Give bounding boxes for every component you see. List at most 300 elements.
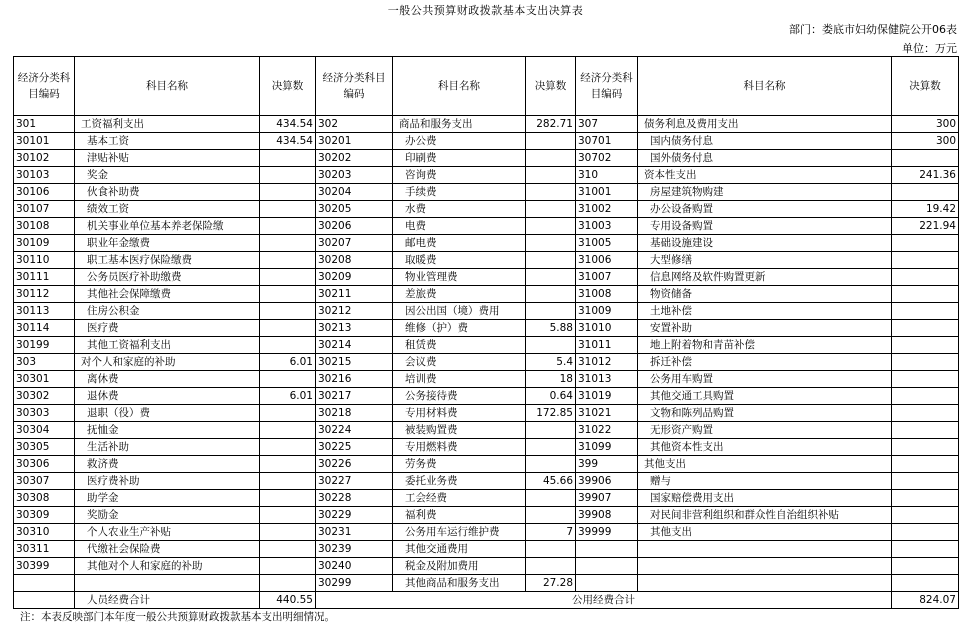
cell-name: 土地补偿 — [638, 303, 892, 320]
cell-code: 30399 — [14, 558, 75, 575]
footnote: 注：本表反映部门本年度一般公共预算财政拨款基本支出明细情况。 — [20, 611, 335, 623]
cell-code: 30240 — [316, 558, 393, 575]
cell-code: 39999 — [576, 524, 638, 541]
table-row — [14, 337, 959, 354]
table-row — [14, 201, 959, 218]
cell-code: 30311 — [14, 541, 75, 558]
cell-amount — [526, 235, 576, 252]
cell-amount — [526, 150, 576, 167]
cell-name: 机关事业单位基本养老保险缴 — [75, 218, 260, 235]
cell-code: 310 — [576, 167, 638, 184]
cell-amount — [892, 303, 959, 320]
cell-amount — [892, 286, 959, 303]
cell-name: 电费 — [393, 218, 526, 235]
cell-name: 物资储备 — [638, 286, 892, 303]
table-row — [14, 320, 959, 337]
cell-amount: 18 — [526, 371, 576, 388]
header-amount: 决算数 — [526, 57, 576, 116]
cell-code: 30307 — [14, 473, 75, 490]
cell-amount — [892, 354, 959, 371]
cell-code: 31021 — [576, 405, 638, 422]
cell-name: 救济费 — [75, 456, 260, 473]
cell-amount — [892, 150, 959, 167]
cell-amount — [892, 575, 959, 592]
cell-code: 30213 — [316, 320, 393, 337]
cell-code: 31001 — [576, 184, 638, 201]
table-header-row — [14, 57, 959, 116]
cell-code: 31022 — [576, 422, 638, 439]
cell-code: 30209 — [316, 269, 393, 286]
cell-code: 39908 — [576, 507, 638, 524]
cell-name: 水费 — [393, 201, 526, 218]
cell-code: 30310 — [14, 524, 75, 541]
cell-amount: 6.01 — [260, 354, 316, 371]
cell-code: 30302 — [14, 388, 75, 405]
cell-amount — [892, 507, 959, 524]
cell-code: 30107 — [14, 201, 75, 218]
cell-amount: 5.4 — [526, 354, 576, 371]
cell-code: 31013 — [576, 371, 638, 388]
cell-amount — [892, 422, 959, 439]
cell-name: 劳务费 — [393, 456, 526, 473]
cell-amount: 0.64 — [526, 388, 576, 405]
cell-code: 30227 — [316, 473, 393, 490]
cell-code: 30702 — [576, 150, 638, 167]
cell-code: 30229 — [316, 507, 393, 524]
expenditure-table — [13, 56, 959, 609]
header-name: 科目名称 — [638, 57, 892, 116]
cell-amount: 434.54 — [260, 116, 316, 133]
cell-code: 31010 — [576, 320, 638, 337]
cell-amount — [892, 405, 959, 422]
cell-amount — [260, 524, 316, 541]
cell-amount: 241.36 — [892, 167, 959, 184]
cell-name: 其他支出 — [638, 524, 892, 541]
cell-code: 30301 — [14, 371, 75, 388]
header-code: 经济分类科目编码 — [14, 57, 75, 116]
cell-name: 退休费 — [75, 388, 260, 405]
cell-amount — [260, 371, 316, 388]
cell-amount — [260, 320, 316, 337]
cell-name: 债务利息及费用支出 — [638, 116, 892, 133]
page-title: 一般公共预算财政拨款基本支出决算表 — [387, 4, 584, 17]
cell-code: 30239 — [316, 541, 393, 558]
totals-row — [14, 592, 959, 609]
cell-amount — [260, 575, 316, 592]
cell-code: 30224 — [316, 422, 393, 439]
cell-amount — [526, 133, 576, 150]
cell-name — [638, 558, 892, 575]
cell-code: 31008 — [576, 286, 638, 303]
cell-amount — [892, 541, 959, 558]
cell-code — [576, 575, 638, 592]
cell-name: 商品和服务支出 — [393, 116, 526, 133]
cell-name: 国外债务付息 — [638, 150, 892, 167]
cell-amount — [260, 473, 316, 490]
cell-amount — [892, 473, 959, 490]
cell-code: 30110 — [14, 252, 75, 269]
cell-code: 30231 — [316, 524, 393, 541]
cell-code: 30101 — [14, 133, 75, 150]
cell-code: 30212 — [316, 303, 393, 320]
cell-code: 30113 — [14, 303, 75, 320]
cell-code: 31005 — [576, 235, 638, 252]
cell-amount — [892, 524, 959, 541]
table-row — [14, 133, 959, 150]
cell-amount — [526, 184, 576, 201]
cell-name: 工资福利支出 — [75, 116, 260, 133]
cell-name: 代缴社会保险费 — [75, 541, 260, 558]
cell-code — [576, 558, 638, 575]
cell-amount: 172.85 — [526, 405, 576, 422]
cell-name: 其他对个人和家庭的补助 — [75, 558, 260, 575]
cell-code — [14, 575, 75, 592]
cell-code: 30299 — [316, 575, 393, 592]
cell-amount — [260, 286, 316, 303]
cell-name: 奖金 — [75, 167, 260, 184]
cell-name: 其他工资福利支出 — [75, 337, 260, 354]
cell-name: 奖励金 — [75, 507, 260, 524]
cell-name: 生活补助 — [75, 439, 260, 456]
cell-amount — [526, 167, 576, 184]
cell-name: 退职（役）费 — [75, 405, 260, 422]
cell-name: 物业管理费 — [393, 269, 526, 286]
cell-code: 307 — [576, 116, 638, 133]
cell-amount — [260, 252, 316, 269]
cell-amount — [892, 337, 959, 354]
cell-amount — [260, 541, 316, 558]
cell-name: 房屋建筑物购建 — [638, 184, 892, 201]
cell-name: 文物和陈列品购置 — [638, 405, 892, 422]
cell-amount — [892, 388, 959, 405]
cell-code: 30205 — [316, 201, 393, 218]
cell-code: 31003 — [576, 218, 638, 235]
cell-code: 30203 — [316, 167, 393, 184]
cell-code: 399 — [576, 456, 638, 473]
cell-code: 30202 — [316, 150, 393, 167]
cell-name: 委托业务费 — [393, 473, 526, 490]
cell-amount — [526, 201, 576, 218]
cell-name: 专用材料费 — [393, 405, 526, 422]
table-row — [14, 150, 959, 167]
cell-name: 公务接待费 — [393, 388, 526, 405]
cell-amount — [526, 286, 576, 303]
cell-amount: 19.42 — [892, 201, 959, 218]
cell-name: 办公设备购置 — [638, 201, 892, 218]
table-row — [14, 490, 959, 507]
cell-name: 医疗费补助 — [75, 473, 260, 490]
cell-amount — [526, 439, 576, 456]
cell-code: 39907 — [576, 490, 638, 507]
cell-amount — [260, 422, 316, 439]
table-row — [14, 507, 959, 524]
cell-name: 医疗费 — [75, 320, 260, 337]
cell-name: 差旅费 — [393, 286, 526, 303]
cell-code: 30304 — [14, 422, 75, 439]
cell-name: 其他社会保障缴费 — [75, 286, 260, 303]
cell-code: 31002 — [576, 201, 638, 218]
cell-code: 30112 — [14, 286, 75, 303]
cell-amount — [260, 184, 316, 201]
cell-code: 30217 — [316, 388, 393, 405]
header-name: 科目名称 — [393, 57, 526, 116]
table-row — [14, 456, 959, 473]
header-code: 经济分类科目编码 — [316, 57, 393, 116]
cell-amount: 434.54 — [260, 133, 316, 150]
cell-name: 大型修缮 — [638, 252, 892, 269]
cell-code: 30109 — [14, 235, 75, 252]
table-row — [14, 235, 959, 252]
cell-name: 抚恤金 — [75, 422, 260, 439]
cell-code: 30225 — [316, 439, 393, 456]
cell-name: 信息网络及软件购置更新 — [638, 269, 892, 286]
cell-amount — [260, 167, 316, 184]
header-amount: 决算数 — [260, 57, 316, 116]
table-row — [14, 116, 959, 133]
cell-code: 30111 — [14, 269, 75, 286]
cell-amount — [526, 541, 576, 558]
table-row — [14, 439, 959, 456]
cell-code: 30309 — [14, 507, 75, 524]
cell-amount — [260, 439, 316, 456]
cell-amount — [526, 252, 576, 269]
table-row — [14, 473, 959, 490]
cell-amount — [892, 269, 959, 286]
cell-name: 其他资本性支出 — [638, 439, 892, 456]
cell-code: 30204 — [316, 184, 393, 201]
cell-name: 被装购置费 — [393, 422, 526, 439]
cell-amount — [526, 337, 576, 354]
cell-name: 拆迁补偿 — [638, 354, 892, 371]
cell-amount: 221.94 — [892, 218, 959, 235]
cell-code: 30305 — [14, 439, 75, 456]
cell-amount — [526, 507, 576, 524]
cell-code: 30211 — [316, 286, 393, 303]
cell-code: 30214 — [316, 337, 393, 354]
cell-name: 其他交通工具购置 — [638, 388, 892, 405]
cell-code: 30308 — [14, 490, 75, 507]
cell-code: 31006 — [576, 252, 638, 269]
cell-name: 维修（护）费 — [393, 320, 526, 337]
cell-name: 对民间非营利组织和群众性自治组织补贴 — [638, 507, 892, 524]
cell-name: 咨询费 — [393, 167, 526, 184]
cell-amount — [892, 439, 959, 456]
unit-label: 单位：万元 — [902, 42, 957, 55]
cell-amount — [526, 490, 576, 507]
cell-amount — [892, 252, 959, 269]
table-row — [14, 286, 959, 303]
cell-name: 职工基本医疗保险缴费 — [75, 252, 260, 269]
cell-code: 30201 — [316, 133, 393, 150]
cell-amount: 5.88 — [526, 320, 576, 337]
cell-amount — [526, 456, 576, 473]
cell-amount — [260, 490, 316, 507]
cell-code — [576, 541, 638, 558]
cell-name: 手续费 — [393, 184, 526, 201]
cell-name: 公务员医疗补助缴费 — [75, 269, 260, 286]
cell-code: 301 — [14, 116, 75, 133]
cell-amount — [526, 303, 576, 320]
cell-amount — [892, 320, 959, 337]
cell-code: 31009 — [576, 303, 638, 320]
cell-name: 其他交通费用 — [393, 541, 526, 558]
table-row — [14, 303, 959, 320]
personnel-total-label: 人员经费合计 — [75, 592, 260, 609]
cell-name: 资本性支出 — [638, 167, 892, 184]
cell-code: 30108 — [14, 218, 75, 235]
cell-amount — [892, 490, 959, 507]
cell-amount — [892, 235, 959, 252]
cell-code: 30218 — [316, 405, 393, 422]
cell-code: 302 — [316, 116, 393, 133]
cell-name: 其他支出 — [638, 456, 892, 473]
cell-code: 31019 — [576, 388, 638, 405]
cell-code: 30226 — [316, 456, 393, 473]
cell-code: 30215 — [316, 354, 393, 371]
cell-name: 其他商品和服务支出 — [393, 575, 526, 592]
cell-amount — [260, 235, 316, 252]
cell-name: 国家赔偿费用支出 — [638, 490, 892, 507]
cell-name: 工会经费 — [393, 490, 526, 507]
header-amount: 决算数 — [892, 57, 959, 116]
cell-name: 邮电费 — [393, 235, 526, 252]
table-row — [14, 575, 959, 592]
cell-amount — [526, 269, 576, 286]
cell-amount — [260, 303, 316, 320]
cell-amount: 27.28 — [526, 575, 576, 592]
cell-amount: 45.66 — [526, 473, 576, 490]
cell-amount: 282.71 — [526, 116, 576, 133]
table-row — [14, 405, 959, 422]
cell-amount: 300 — [892, 133, 959, 150]
cell-name: 无形资产购置 — [638, 422, 892, 439]
cell-name: 国内债务付息 — [638, 133, 892, 150]
cell-name: 安置补助 — [638, 320, 892, 337]
department-label: 部门：娄底市妇幼保健院公开06表 — [789, 23, 957, 36]
table-row — [14, 422, 959, 439]
cell-amount — [526, 218, 576, 235]
cell-amount — [260, 558, 316, 575]
totals-spacer — [14, 592, 75, 609]
cell-name: 基本工资 — [75, 133, 260, 150]
cell-code: 30216 — [316, 371, 393, 388]
table-row — [14, 371, 959, 388]
cell-amount — [260, 456, 316, 473]
cell-code: 30114 — [14, 320, 75, 337]
cell-name: 地上附着物和青苗补偿 — [638, 337, 892, 354]
cell-name: 职业年金缴费 — [75, 235, 260, 252]
cell-amount — [892, 558, 959, 575]
cell-name: 对个人和家庭的补助 — [75, 354, 260, 371]
cell-name: 税金及附加费用 — [393, 558, 526, 575]
cell-name: 助学金 — [75, 490, 260, 507]
cell-name: 因公出国（境）费用 — [393, 303, 526, 320]
public-total-value: 824.07 — [892, 592, 959, 609]
cell-code: 31011 — [576, 337, 638, 354]
cell-name: 赠与 — [638, 473, 892, 490]
cell-amount — [260, 201, 316, 218]
cell-name: 住房公积金 — [75, 303, 260, 320]
cell-name: 津贴补贴 — [75, 150, 260, 167]
cell-code: 30207 — [316, 235, 393, 252]
cell-name: 福利费 — [393, 507, 526, 524]
cell-name: 办公费 — [393, 133, 526, 150]
cell-code: 39906 — [576, 473, 638, 490]
cell-name: 个人农业生产补贴 — [75, 524, 260, 541]
cell-code: 31012 — [576, 354, 638, 371]
cell-name: 印刷费 — [393, 150, 526, 167]
cell-name — [638, 541, 892, 558]
table-row — [14, 184, 959, 201]
header-code: 经济分类科目编码 — [576, 57, 638, 116]
cell-amount — [260, 507, 316, 524]
cell-code: 30208 — [316, 252, 393, 269]
cell-amount — [260, 405, 316, 422]
cell-amount: 300 — [892, 116, 959, 133]
cell-code: 31099 — [576, 439, 638, 456]
cell-name: 基础设施建设 — [638, 235, 892, 252]
cell-code: 30106 — [14, 184, 75, 201]
cell-name: 租赁费 — [393, 337, 526, 354]
cell-code: 30206 — [316, 218, 393, 235]
table-row — [14, 354, 959, 371]
cell-name — [638, 575, 892, 592]
cell-amount — [892, 371, 959, 388]
table-row — [14, 218, 959, 235]
cell-amount — [892, 456, 959, 473]
cell-amount — [260, 150, 316, 167]
table-row — [14, 524, 959, 541]
cell-code: 30102 — [14, 150, 75, 167]
cell-code: 303 — [14, 354, 75, 371]
cell-code: 31007 — [576, 269, 638, 286]
cell-amount — [260, 269, 316, 286]
cell-amount: 7 — [526, 524, 576, 541]
table-row — [14, 541, 959, 558]
table-row — [14, 388, 959, 405]
cell-name — [75, 575, 260, 592]
cell-code: 30199 — [14, 337, 75, 354]
cell-amount — [526, 422, 576, 439]
table-row — [14, 269, 959, 286]
cell-name: 公务用车购置 — [638, 371, 892, 388]
public-total-label: 公用经费合计 — [316, 592, 892, 609]
cell-amount — [260, 218, 316, 235]
cell-name: 绩效工资 — [75, 201, 260, 218]
cell-name: 离休费 — [75, 371, 260, 388]
personnel-total-value: 440.55 — [260, 592, 316, 609]
cell-name: 公务用车运行维护费 — [393, 524, 526, 541]
cell-amount — [892, 184, 959, 201]
cell-name: 伙食补助费 — [75, 184, 260, 201]
table-row — [14, 252, 959, 269]
table-row — [14, 558, 959, 575]
cell-code: 30103 — [14, 167, 75, 184]
cell-name: 专用燃料费 — [393, 439, 526, 456]
cell-name: 培训费 — [393, 371, 526, 388]
header-name: 科目名称 — [75, 57, 260, 116]
cell-code: 30701 — [576, 133, 638, 150]
cell-name: 取暖费 — [393, 252, 526, 269]
cell-name: 专用设备购置 — [638, 218, 892, 235]
cell-code: 30303 — [14, 405, 75, 422]
cell-amount: 6.01 — [260, 388, 316, 405]
cell-code: 30306 — [14, 456, 75, 473]
cell-amount — [526, 558, 576, 575]
cell-code: 30228 — [316, 490, 393, 507]
cell-amount — [260, 337, 316, 354]
cell-name: 会议费 — [393, 354, 526, 371]
